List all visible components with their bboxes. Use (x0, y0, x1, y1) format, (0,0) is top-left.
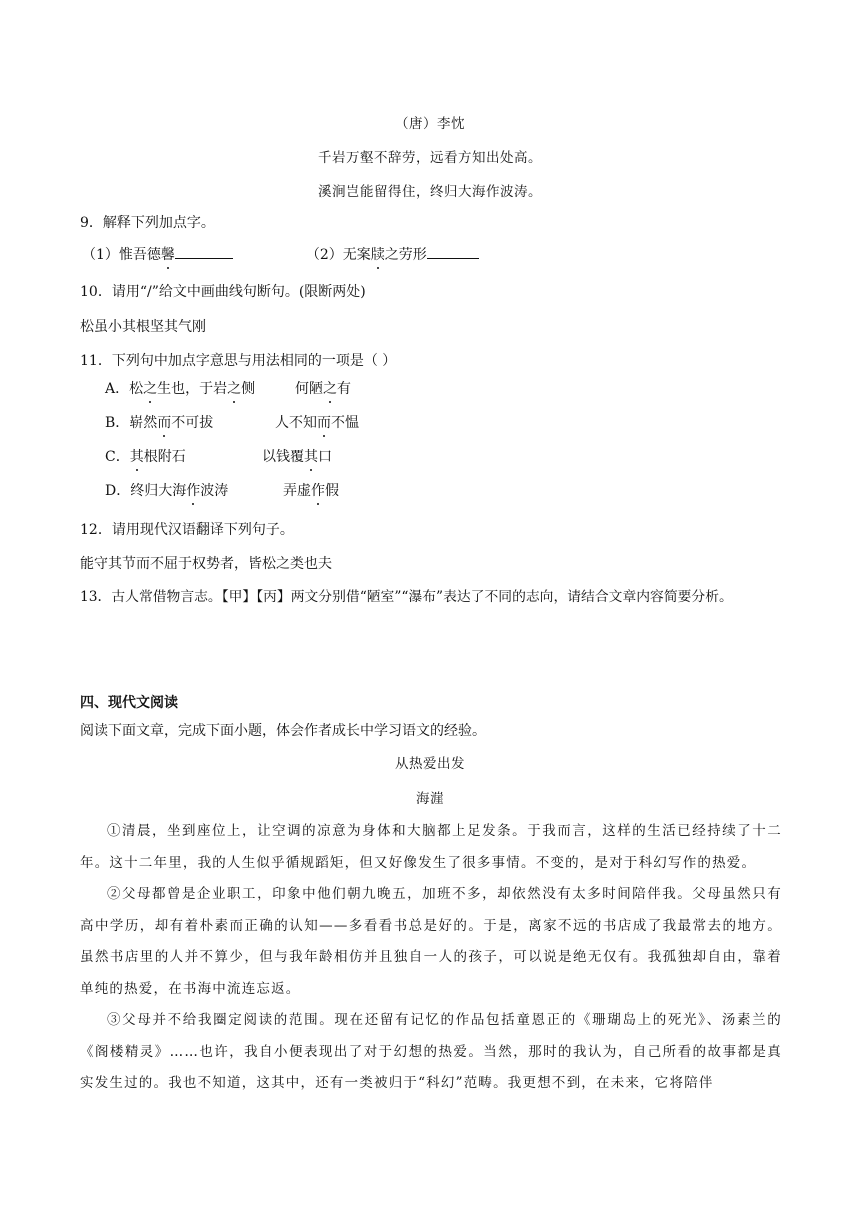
dotted-char: 而 (157, 412, 171, 432)
option-c[interactable]: C．其根附石 以钱覆其口 (105, 446, 186, 466)
poem-line-1: 千岩万壑不辞劳，远看方知出处高。 (318, 150, 542, 166)
option-a[interactable]: A．松之生也，于岩之侧 何陋之有 (105, 378, 255, 398)
dotted-char: 作 (311, 480, 325, 500)
poem-author: （唐）李忱 (395, 116, 465, 132)
option-d[interactable]: D．终归大海作波涛 弄虚作假 (105, 480, 228, 500)
question-11-stem: 11．下列句中加点字意思与用法相同的一项是（ ） (80, 353, 397, 369)
answer-blank[interactable] (175, 246, 233, 259)
q9-part1: （1）惟吾德馨 (82, 247, 233, 263)
question-9-parts (82, 244, 782, 264)
question-10-sentence: 松虽小其根坚其气刚 (80, 319, 206, 335)
option-b[interactable]: B．崭然而不可拔 人不知而不愠 (105, 412, 213, 432)
dotted-char: 之 (143, 378, 157, 398)
dotted-char: 牍 (371, 244, 385, 264)
dotted-char: 作 (186, 480, 200, 500)
dotted-char: 而 (317, 412, 331, 432)
question-9-stem: 9．解释下列加点字。 (80, 215, 215, 231)
article-paragraph-1: ①清晨，坐到座位上，让空调的凉意为身体和大脑都上足发条。于我而言，这样的生活已经持续了十二年。这十二年里，我的人生似乎循规蹈矩，但又好像发生了很多事情。不变的，是对于科幻写作的热爱。 (80, 823, 782, 871)
question-12-sentence: 能守其节而不屈于权势者，皆松之类也夫 (80, 556, 332, 572)
section-intro: 阅读下面文章，完成下面小题，体会作者成长中学习语文的经验。 (80, 723, 486, 739)
section-heading: 四、现代文阅读 (80, 695, 178, 711)
article-author: 海漄 (416, 791, 444, 807)
dotted-char: 之 (323, 378, 337, 398)
dotted-char: 其 (130, 446, 144, 466)
article-title: 从热爱出发 (395, 756, 465, 772)
answer-blank[interactable] (427, 246, 479, 259)
question-12-stem: 12．请用现代汉语翻译下列句子。 (80, 522, 294, 538)
dotted-char: 其 (304, 446, 318, 466)
question-13-stem: 13．古人常借物言志。【甲】【丙】两文分别借“陋室”“瀑布”表达了不同的志向，请结合文章内容简要分析。 (80, 589, 733, 605)
article-paragraph-3: ③父母并不给我圈定阅读的范围。现在还留有记忆的作品包括童恩正的《珊瑚岛上的死光》、汤素兰的《阁楼精灵》……也许，我自小便表现出了对于幻想的热爱。当然，那时的我认为，自己所看的故事都是真实发生过的。我也不知道，这其中，还有一类被归于“科幻”范畴。我更想不到，在未来，它将陪伴 (80, 1012, 782, 1091)
q9-part2: （2）无案牍之劳形 (306, 247, 479, 263)
dotted-char: 馨 (161, 244, 175, 264)
question-10-stem: 10．请用“/”给文中画曲线句断句。(限断两处) (80, 284, 366, 300)
dotted-char: 之 (227, 378, 241, 398)
article-paragraph-2: ②父母都曾是企业职工，印象中他们朝九晚五，加班不多，却依然没有太多时间陪伴我。父母虽然只有高中学历，却有着朴素而正确的认知——多看看书总是好的。于是，离家不远的书店成了我最常去的地方。虽然书店里的人并不算少，但与我年龄相仿并且独自一人的孩子，可以说是绝无仅有。我孤独却自由，靠着单纯的热爱，在书海中流连忘返。 (80, 886, 782, 997)
poem-line-2: 溪涧岂能留得住，终归大海作波涛。 (318, 184, 542, 200)
